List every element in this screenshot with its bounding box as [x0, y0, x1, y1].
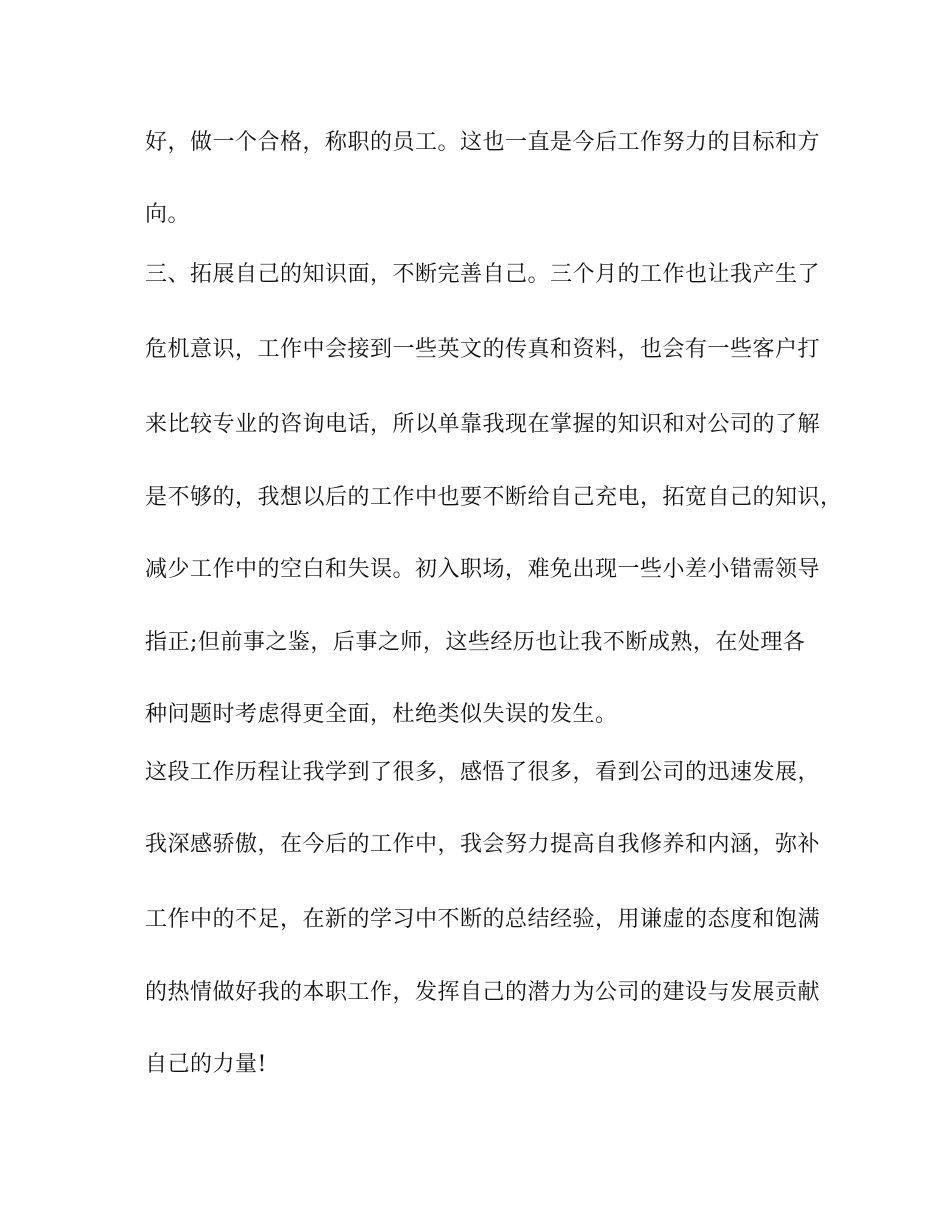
text-line: 种问题时考虑得更全面，杜绝类似失误的发生。	[145, 702, 618, 727]
text-line: 我深感骄傲，在今后的工作中，我会努力提高自我修养和内涵，弥补	[145, 832, 821, 857]
text-line: 工作中的不足，在新的学习中不断的总结经验，用谦虚的态度和饱满	[145, 907, 821, 932]
text-line: 指正;但前事之鉴，后事之师，这些经历也让我不断成熟，在处理各	[145, 630, 806, 655]
text-line: 的热情做好我的本职工作，发挥自己的潜力为公司的建设与发展贡献	[145, 980, 821, 1005]
text-line: 是不够的，我想以后的工作中也要不断给自己充电，拓宽自己的知识，	[145, 485, 843, 510]
text-line: 来比较专业的咨询电话，所以单靠我现在掌握的知识和对公司的了解	[145, 412, 821, 437]
text-line: 危机意识，工作中会接到一些英文的传真和资料，也会有一些客户打	[145, 337, 821, 362]
text-line: 向。	[145, 202, 191, 227]
text-line: 减少工作中的空白和失误。初入职场，难免出现一些小差小错需领导	[145, 557, 821, 582]
text-line: 好，做一个合格，称职的员工。这也一直是今后工作努力的目标和方	[145, 130, 821, 155]
text-line: 自己的力量!	[145, 1052, 267, 1077]
text-line: 这段工作历程让我学到了很多，感悟了很多，看到公司的迅速发展，	[145, 760, 821, 785]
text-line: 三、拓展自己的知识面，不断完善自己。三个月的工作也让我产生了	[145, 262, 821, 287]
